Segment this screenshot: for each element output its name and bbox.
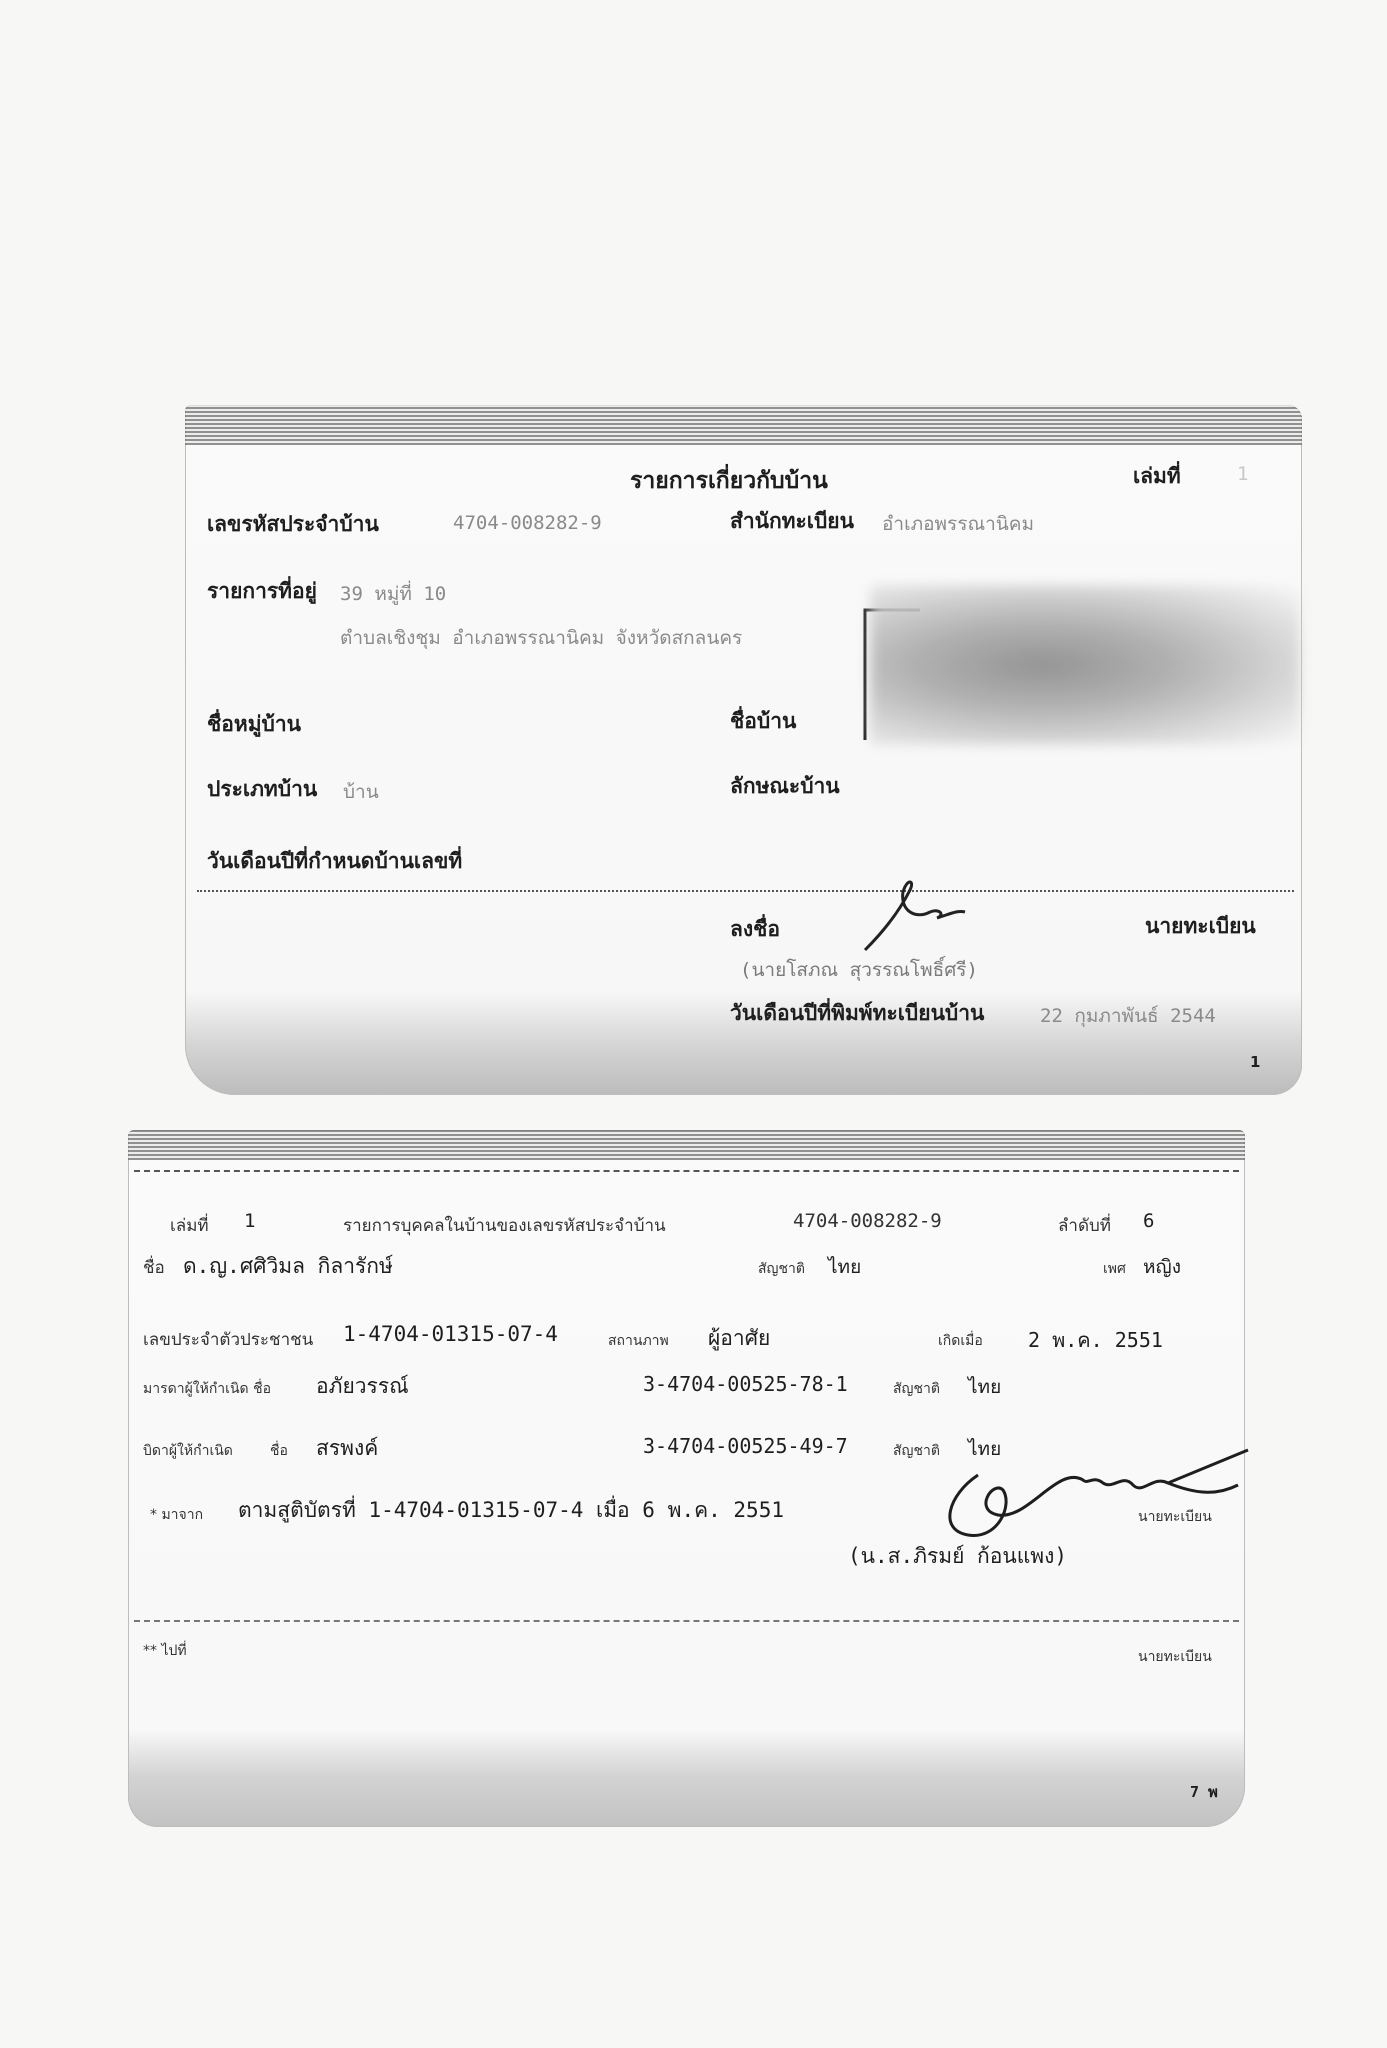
village-label: ชื่อหมู่บ้าน (207, 712, 302, 736)
dashed-divider (134, 1170, 1239, 1172)
signature-mark (918, 1435, 1258, 1555)
name-label: ชื่อ (143, 1258, 165, 1278)
person-record-card (128, 1130, 1245, 1827)
father-id: 3-4704-00525-49-7 (643, 1434, 848, 1458)
house-type: บ้าน (343, 781, 379, 803)
mother-label: มารดาผู้ให้กำเนิด ชื่อ (143, 1381, 271, 1397)
registrar-label: นายทะเบียน (1145, 914, 1256, 938)
from-text: ตามสูติบัตรที่ 1-4704-01315-07-4 เมื่อ 6 พ.ค. 2551 (238, 1498, 784, 1522)
order-label: ลำดับที่ (1058, 1216, 1112, 1236)
registrar-label-2: นายทะเบียน (1138, 1649, 1212, 1665)
mother-id: 3-4704-00525-78-1 (643, 1372, 848, 1396)
mother-nationality-label: สัญชาติ (893, 1381, 940, 1397)
id-number: 1-4704-01315-07-4 (343, 1322, 558, 1346)
house-record-title: รายการเกี่ยวกับบ้าน (630, 468, 828, 494)
dotted-divider (197, 890, 1294, 892)
page-number: 1 (1250, 1053, 1261, 1071)
book-number: 1 (244, 1210, 256, 1232)
mother-name: อภัยวรรณ์ (316, 1374, 409, 1398)
house-record-card (185, 405, 1302, 1095)
person-record-title: รายการบุคคลในบ้านของเลขรหัสประจำบ้าน (343, 1216, 666, 1236)
address-label: รายการที่อยู่ (207, 579, 317, 603)
status-label: สถานภาพ (608, 1333, 669, 1349)
mother-nationality: ไทย (968, 1376, 1002, 1398)
order-number: 6 (1143, 1210, 1155, 1232)
book-number: 1 (1237, 463, 1249, 485)
redacted-area (870, 585, 1300, 745)
house-name-label: ชื่อบ้าน (730, 709, 797, 733)
house-char-label: ลักษณะบ้าน (730, 774, 840, 798)
id-label: เลขประจำตัวประชาชน (143, 1330, 314, 1350)
registry-office: อำเภอพรรณานิคม (882, 513, 1034, 535)
born-date: 2 พ.ค. 2551 (1028, 1328, 1163, 1352)
date-assigned-label: วันเดือนปีที่กำหนดบ้านเลขที่ (207, 849, 463, 873)
registrar-name: (นายโสภณ สุวรรณโพธิ์ศรี) (740, 959, 978, 981)
house-type-label: ประเภทบ้าน (207, 777, 318, 801)
father-nationality-label: สัญชาติ (893, 1443, 940, 1459)
person-name: ด.ญ.ศศิวิมล กิลารักษ์ (183, 1254, 393, 1278)
from-label: * มาจาก (150, 1507, 204, 1523)
print-date-label: วันเดือนปีที่พิมพ์ทะเบียนบ้าน (730, 1001, 985, 1025)
father-name: สรพงค์ (316, 1436, 379, 1460)
card-top-band (185, 405, 1302, 445)
registry-office-label: สำนักทะเบียน (730, 509, 854, 533)
registrar-label: นายทะเบียน (1138, 1509, 1212, 1525)
status: ผู้อาศัย (708, 1326, 771, 1350)
registrar-name: (น.ส.ภิรมย์ ก้อนแพง) (848, 1544, 1067, 1568)
address-line1: 39 หมู่ที่ 10 (340, 583, 447, 605)
house-code: 4704-008282-9 (793, 1210, 942, 1232)
nationality: ไทย (828, 1256, 862, 1278)
card-top-band (128, 1130, 1245, 1160)
father-nationality: ไทย (968, 1438, 1002, 1460)
nationality-label: สัญชาติ (758, 1261, 805, 1277)
address-line2: ตำบลเชิงชุม อำเภอพรรณานิคม จังหวัดสกลนคร (340, 627, 743, 649)
father-name-label: ชื่อ (270, 1443, 288, 1459)
sex: หญิง (1143, 1256, 1181, 1278)
house-code-label: เลขรหัสประจำบ้าน (207, 512, 379, 536)
book-label: เล่มที่ (1133, 464, 1181, 488)
page-number: 7 พ (1190, 1783, 1218, 1801)
to-label: ** ไปที่ (143, 1643, 187, 1659)
signature-mark (845, 870, 985, 960)
house-code: 4704-008282-9 (453, 512, 602, 534)
print-date: 22 กุมภาพันธ์ 2544 (1040, 1005, 1216, 1027)
sex-label: เพศ (1103, 1261, 1126, 1277)
sign-label: ลงชื่อ (730, 917, 780, 941)
father-label: บิดาผู้ให้กำเนิด (143, 1443, 233, 1459)
born-label: เกิดเมื่อ (938, 1333, 983, 1349)
book-label: เล่มที่ (170, 1216, 209, 1236)
dashed-divider-2 (134, 1620, 1239, 1622)
